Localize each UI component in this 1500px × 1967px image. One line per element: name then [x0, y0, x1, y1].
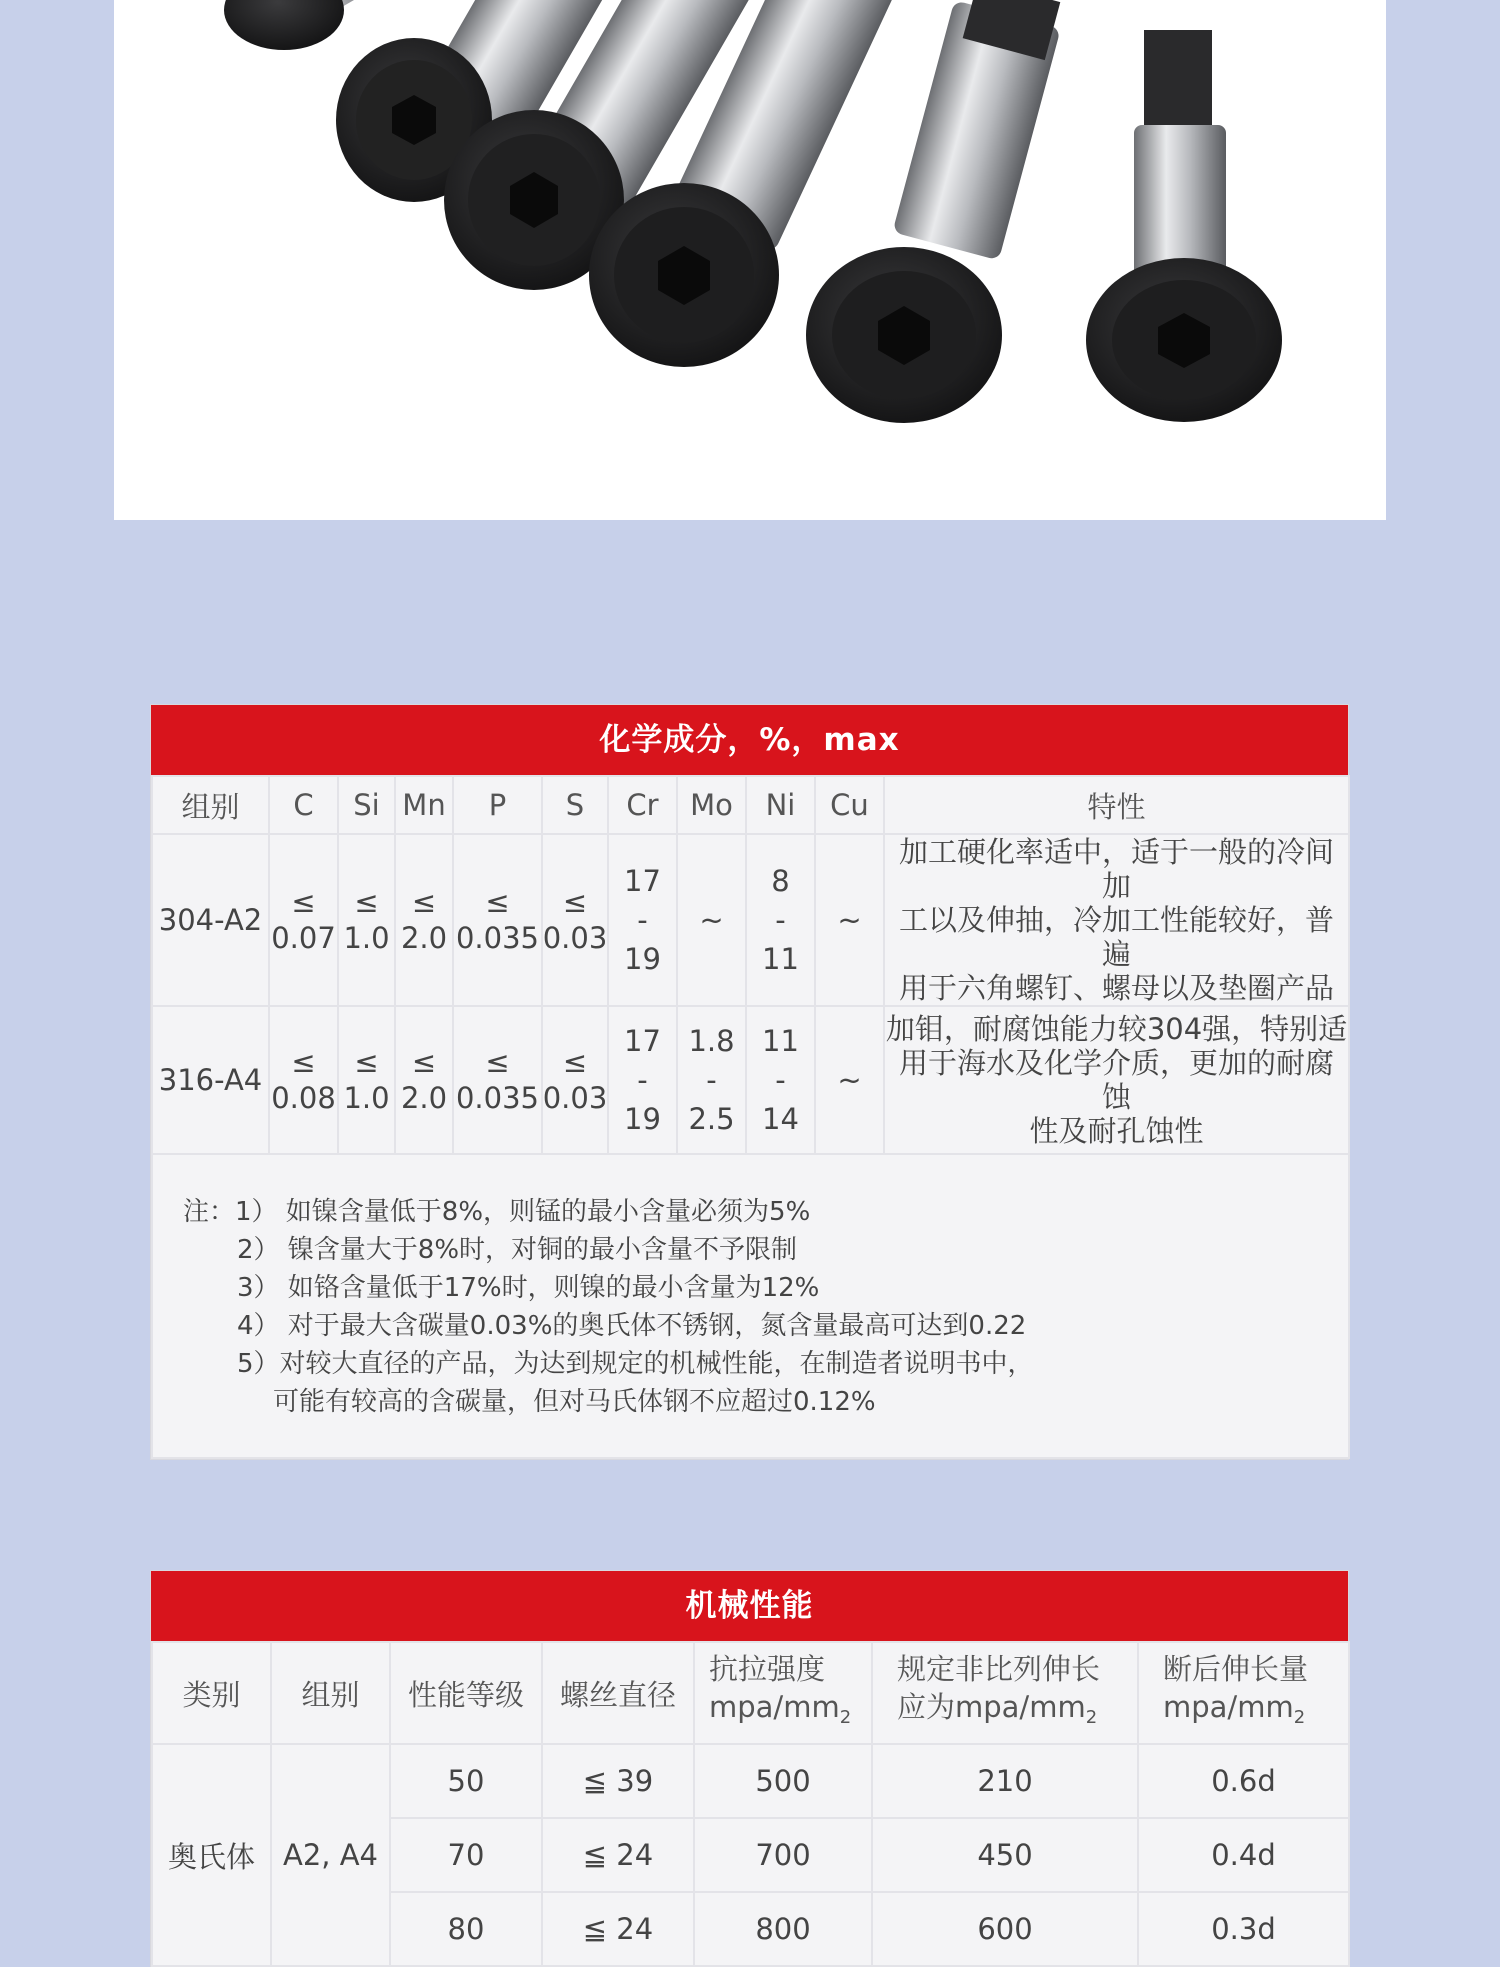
feature-line: 性及耐孔蚀性 — [1029, 1114, 1204, 1148]
si-cell — [338, 1006, 395, 1154]
le-sign: ≤ — [562, 885, 588, 919]
elongation-cell: 0.3d — [1138, 1892, 1349, 1966]
si-value: 1.0 — [343, 921, 390, 955]
note-line: 注：1） 如镍含量低于8%，则锰的最小含量必须为5% — [183, 1197, 811, 1227]
col-header-feature: 特性 — [884, 776, 1349, 834]
si-value: 1.0 — [343, 1081, 390, 1115]
s-value: 0.03 — [542, 921, 608, 955]
le-sign: ≤ — [411, 1045, 437, 1079]
yield-line1: 规定非比列伸长 — [897, 1651, 1101, 1686]
bolt-6 — [1086, 30, 1282, 422]
mechanical-properties-title: 机械性能 — [151, 1571, 1348, 1641]
mn-cell — [395, 1006, 453, 1154]
c-value: 0.07 — [271, 921, 336, 955]
yield-line2: 应为mpa/mm — [897, 1689, 1086, 1724]
cu-cell: ~ — [815, 1006, 884, 1154]
elongation-cell: 0.6d — [1138, 1744, 1349, 1818]
feature-line: 用于海水及化学介质，更加的耐腐蚀 — [898, 1046, 1334, 1114]
s-value: 0.03 — [542, 1081, 608, 1115]
feature-line: 加钼，耐腐蚀能力较304强，特别适 — [885, 1012, 1348, 1046]
col-header-ni: Ni — [746, 776, 815, 834]
col-header-group: 组别 — [271, 1642, 390, 1744]
note-line: 2） 镍含量大于8%时，对铜的最小含量不予限制 — [237, 1235, 798, 1265]
mn-cell — [395, 834, 453, 1006]
yield-cell: 600 — [872, 1892, 1138, 1966]
mn-value: 2.0 — [400, 1081, 448, 1115]
p-cell — [453, 1006, 542, 1154]
diameter-cell: ≦ 24 — [542, 1818, 694, 1892]
chemical-composition-title: 化学成分，%，max — [151, 705, 1348, 775]
le-sign: ≤ — [485, 1045, 510, 1079]
unit-subscript: 2 — [1085, 1706, 1098, 1728]
mech-row-50 — [152, 1744, 1349, 1818]
cr-cell — [608, 1006, 677, 1154]
ni-max: 11 — [762, 941, 799, 976]
s-cell — [542, 834, 608, 1006]
le-sign: ≤ — [354, 1045, 379, 1079]
category-cell: 奥氏体 — [152, 1744, 271, 1966]
range-dash: - — [775, 902, 786, 937]
mo-cell — [677, 1006, 746, 1154]
unit-subscript: 2 — [1293, 1706, 1306, 1728]
chem-row-304-a2 — [152, 834, 1349, 1006]
note-line: 3） 如铬含量低于17%时，则镍的最小含量为12% — [237, 1273, 820, 1303]
chem-header-row — [152, 776, 1349, 834]
product-photo-panel — [114, 0, 1386, 520]
group-cell: 304-A2 — [152, 834, 269, 1006]
mo-max: 2.5 — [688, 1101, 735, 1136]
cr-cell — [608, 834, 677, 1006]
col-header-mn: Mn — [395, 776, 453, 834]
range-dash: - — [637, 902, 648, 937]
cr-max: 19 — [624, 1101, 661, 1136]
shoulder-bolts-photo — [114, 0, 1386, 520]
c-cell — [269, 1006, 338, 1154]
c-value: 0.08 — [271, 1081, 336, 1115]
cr-max: 19 — [624, 941, 661, 976]
col-header-group: 组别 — [152, 776, 269, 834]
col-header-grade: 性能等级 — [390, 1642, 542, 1744]
feature-line: 用于六角螺钉、螺母以及垫圈产品 — [898, 971, 1334, 1005]
note-line: 5）对较大直径的产品，为达到规定的机械性能，在制造者说明书中， — [237, 1349, 1034, 1379]
bolt-1 — [224, 0, 376, 50]
unit-subscript: 2 — [839, 1706, 852, 1728]
elong-line1: 断后伸长量 — [1163, 1651, 1309, 1686]
p-value: 0.035 — [455, 921, 540, 955]
elongation-cell: 0.4d — [1138, 1818, 1349, 1892]
chemical-composition-table — [151, 705, 1348, 1459]
col-header-cu: Cu — [815, 776, 884, 834]
si-cell — [338, 834, 395, 1006]
le-sign: ≤ — [291, 1045, 316, 1079]
diameter-cell: ≦ 39 — [542, 1744, 694, 1818]
tensile-cell: 700 — [694, 1818, 872, 1892]
range-dash: - — [637, 1062, 648, 1097]
feature-cell — [884, 1006, 1349, 1154]
chem-notes-row — [152, 1154, 1349, 1458]
chem-row-316-a4 — [152, 1006, 1349, 1154]
cr-min: 17 — [624, 1023, 661, 1058]
c-cell — [269, 834, 338, 1006]
tensile-line1: 抗拉强度 — [709, 1651, 826, 1686]
range-dash: - — [706, 1062, 717, 1097]
yield-cell: 210 — [872, 1744, 1138, 1818]
ni-cell — [746, 1006, 815, 1154]
s-cell — [542, 1006, 608, 1154]
col-header-s: S — [542, 776, 608, 834]
ni-cell — [746, 834, 815, 1006]
mechanical-properties-grid — [151, 1641, 1350, 1967]
ni-min: 11 — [762, 1023, 799, 1058]
ni-min: 8 — [771, 863, 790, 898]
tensile-cell: 800 — [694, 1892, 872, 1966]
chemical-composition-grid — [151, 775, 1350, 1459]
col-header-cr: Cr — [608, 776, 677, 834]
grade-cell: 80 — [390, 1892, 542, 1966]
cr-min: 17 — [624, 863, 661, 898]
col-header-diameter: 螺丝直径 — [542, 1642, 694, 1744]
col-header-c: C — [269, 776, 338, 834]
elong-line2: mpa/mm — [1163, 1689, 1294, 1724]
grade-cell: 50 — [390, 1744, 542, 1818]
col-header-mo: Mo — [677, 776, 746, 834]
p-value: 0.035 — [455, 1081, 540, 1115]
col-header-category: 类别 — [152, 1642, 271, 1744]
le-sign: ≤ — [354, 885, 379, 919]
mech-header-row — [152, 1642, 1349, 1744]
col-header-si: Si — [338, 776, 395, 834]
range-dash: - — [775, 1062, 786, 1097]
le-sign: ≤ — [485, 885, 510, 919]
col-header-p: P — [453, 776, 542, 834]
feature-line: 工以及伸抽，冷加工性能较好，普遍 — [898, 903, 1334, 971]
yield-cell: 450 — [872, 1818, 1138, 1892]
le-sign: ≤ — [562, 1045, 588, 1079]
le-sign: ≤ — [291, 885, 316, 919]
col-header-elongation — [1138, 1642, 1349, 1744]
feature-line: 加工硬化率适中，适于一般的冷间加 — [898, 835, 1334, 903]
notes-block — [153, 1155, 1348, 1457]
mo-cell: ~ — [677, 834, 746, 1006]
ni-max: 14 — [762, 1101, 799, 1136]
group-cell: 316-A4 — [152, 1006, 269, 1154]
mn-value: 2.0 — [400, 921, 448, 955]
group-cell: A2, A4 — [271, 1744, 390, 1966]
note-line: 4） 对于最大含碳量0.03%的奥氏体不锈钢，氮含量最高可达到0.22 — [237, 1311, 1027, 1341]
notes-cell — [152, 1154, 1349, 1458]
feature-cell — [884, 834, 1349, 1006]
col-header-tensile — [694, 1642, 872, 1744]
col-header-yield — [872, 1642, 1138, 1744]
note-line: 可能有较高的含碳量，但对马氏体钢不应超过0.12% — [273, 1387, 876, 1417]
p-cell — [453, 834, 542, 1006]
tensile-line2: mpa/mm — [709, 1689, 840, 1724]
cu-cell: ~ — [815, 834, 884, 1006]
mechanical-properties-table — [151, 1571, 1348, 1967]
diameter-cell: ≦ 24 — [542, 1892, 694, 1966]
le-sign: ≤ — [411, 885, 437, 919]
tensile-cell: 500 — [694, 1744, 872, 1818]
grade-cell: 70 — [390, 1818, 542, 1892]
mo-min: 1.8 — [688, 1023, 735, 1058]
